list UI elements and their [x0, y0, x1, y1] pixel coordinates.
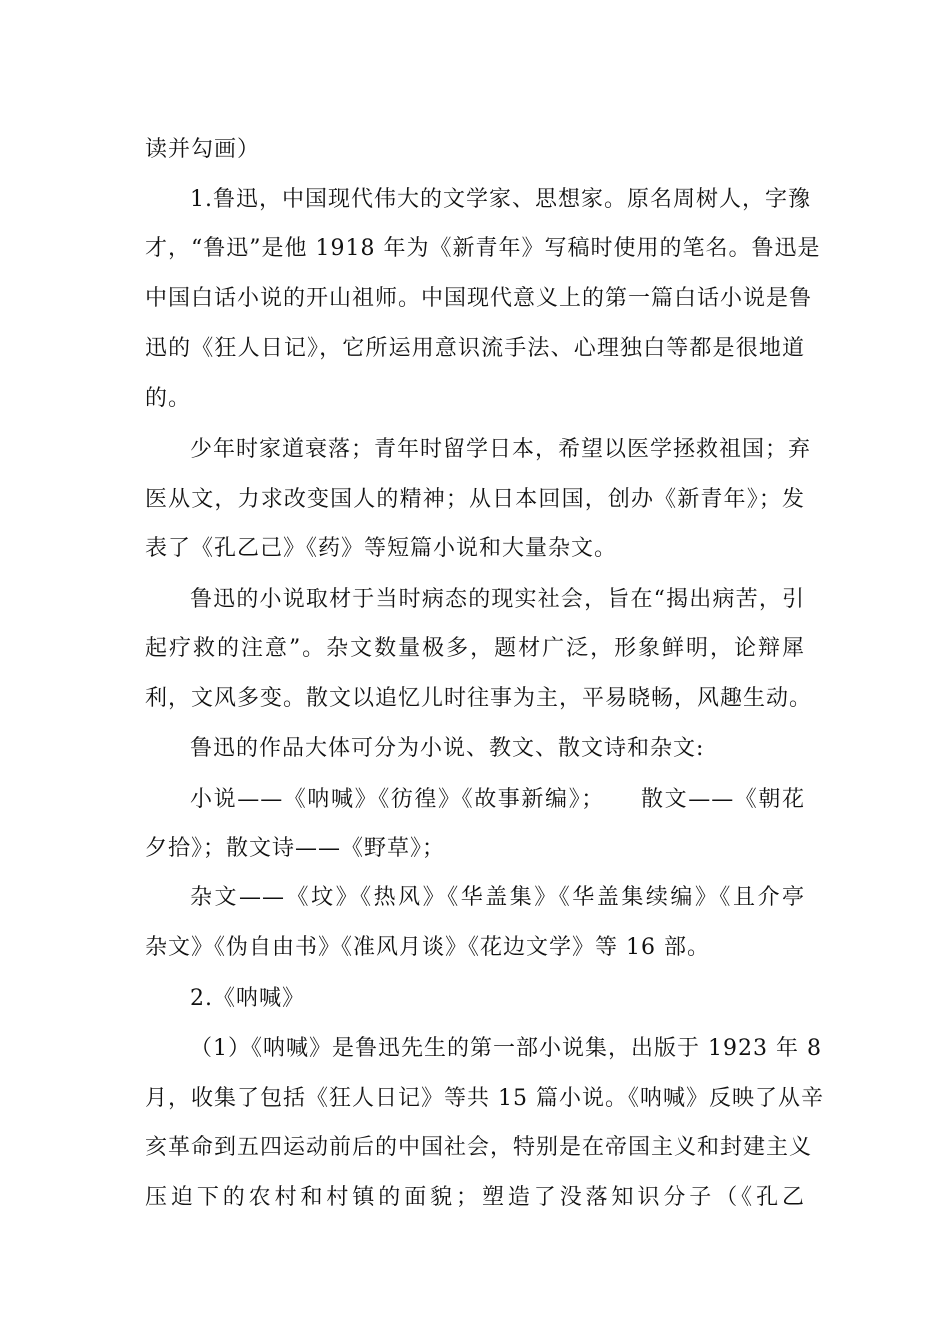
text-line: 中国白话小说的开山祖师。中国现代意义上的第一篇白话小说是鲁 [145, 286, 813, 311]
text-line: 读并勾画） [145, 137, 261, 162]
text-line: 起疗救的注意”。杂文数量极多，题材广泛，形象鲜明，论辩犀 [145, 636, 805, 661]
text-line: 亥革命到五四运动前后的中国社会，特别是在帝国主义和封建主义 [145, 1135, 813, 1160]
text-line: 的。 [145, 386, 192, 411]
text-line: 杂文——《坟》《热风》《华盖集》《华盖集续编》《且介亭 [190, 885, 805, 910]
text-line: 鲁迅的小说取材于当时病态的现实社会，旨在“揭出病苦，引 [190, 587, 805, 612]
text-line: 迅的《狂人日记》，它所运用意识流手法、心理独白等都是很地道 [145, 336, 805, 361]
text-line: 少年时家道衰落；青年时留学日本，希望以医学拯救祖国；弃 [190, 437, 812, 462]
text-line: 小说——《呐喊》《彷徨》《故事新编》； 散文——《朝花 [190, 787, 805, 812]
text-line: 压迫下的农村和村镇的面貌；塑造了没落知识分子（《孔乙 [145, 1185, 805, 1210]
text-line: 鲁迅的作品大体可分为小说、教文、散文诗和杂文: [190, 736, 705, 761]
text-line: 月，收集了包括《狂人日记》等共 15 篇小说。《呐喊》反映了从辛 [145, 1086, 824, 1111]
text-line: 杂文》《伪自由书》《准风月谈》《花边文学》等 16 部。 [145, 935, 710, 960]
text-line: 夕拾》；散文诗——《野草》； [145, 836, 446, 861]
text-line: 医从文，力求改变国人的精神；从日本回国，创办《新青年》；发 [145, 487, 805, 512]
section-heading: 2.《呐喊》 [190, 986, 305, 1011]
text-line: 才，“鲁迅”是他 1918 年为《新青年》写稿时使用的笔名。鲁迅是 [145, 236, 821, 261]
text-line: 1.鲁迅，中国现代伟大的文学家、思想家。原名周树人，字豫 [190, 187, 811, 212]
text-line: 表了《孔乙己》《药》等短篇小说和大量杂文。 [145, 536, 618, 561]
text-line: 利，文风多变。散文以追忆儿时往事为主，平易晓畅，风趣生动。 [145, 686, 813, 711]
text-line: （1）《呐喊》是鲁迅先生的第一部小说集，出版于 1923 年 8 [190, 1036, 822, 1061]
